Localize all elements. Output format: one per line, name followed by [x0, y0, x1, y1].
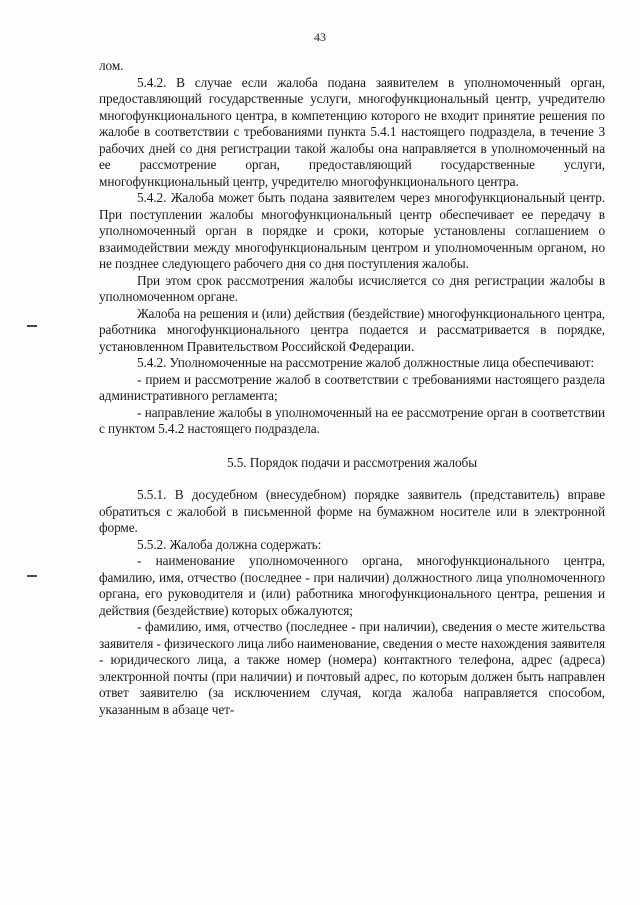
paragraph-5-4-2-a: 5.4.2. В случае если жалоба подана заявителем в уполномоченный орган, предоставляющий государственные услуги, многофункциональный центр, учредителю многофункционального центра, в компетенцию которого не входит принятие решения по жалобе в соответствии с требованиями пункта 5.4.1 настоящего подраздела, в течение 3 рабочих дней со дня регистрации такой жалобы она направляется в уполномоченный на ее рассмотрение орган, предоставляющий государственные услуги, многофункциональный центр, учредителю многофункционального центра. [99, 74, 605, 189]
list-item: - фамилию, имя, отчество (последнее - при наличии), сведения о месте жительства заявителя - физического лица либо наименование, сведения о месте нахождения заявителя - юридического лица, а также номер (номера) контактного телефона, адрес (адреса) электронной почты (при наличии) и почтовый адрес, по которым должен быть направлен ответ заявителю (за исключением случая, когда жалоба направляется способом, указанным в абзаце чет- [99, 619, 605, 717]
page-number: 43 [314, 30, 326, 44]
margin-mark [27, 575, 37, 577]
paragraph-continuation: лом. [99, 58, 124, 73]
paragraph-5-4-2-c: 5.4.2. Уполномоченные на рассмотрение жалоб должностные лица обеспечивают: [137, 355, 595, 370]
paragraph-5-4-2-b: 5.4.2. Жалоба может быть подана заявителем через многофункциональный центр. При поступлении жалобы многофункциональный центр обеспечивает ее передачу в уполномоченный орган в порядке и сроки, которые установлены соглашением о взаимодействии между многофункциональным центром и уполномоченным органом, но не позднее следующего рабочего дня со дня поступления жалобы. [99, 190, 605, 271]
body-text [99, 58, 605, 718]
paragraph-term: При этом срок рассмотрения жалобы исчисляется со дня регистрации жалобы в уполномоченном органе. [99, 272, 605, 304]
paragraph-5-5-1: 5.5.1. В досудебном (внесудебном) порядке заявитель (представитель) вправе обратиться с жалобой в письменной форме на бумажном носителе или в электронной форме. [99, 487, 605, 535]
margin-mark [27, 325, 37, 327]
section-heading: 5.5. Порядок подачи и рассмотрения жалобы [226, 454, 478, 470]
list-item: - направление жалобы в уполномоченный на ее рассмотрение орган в соответствии с пунктом 5.4.2 настоящего подраздела. [99, 404, 605, 436]
list-item: - прием и рассмотрение жалоб в соответствии с требованиями настоящего раздела административного регламента; [99, 371, 605, 403]
paragraph-5-5-2: 5.5.2. Жалоба должна содержать: [137, 536, 322, 552]
list-item: - наименование уполномоченного органа, многофункционального центра, фамилию, имя, отчество (последнее - при наличии) должностного лица уполномоченного органа, его руководителя и (или) работника многофункционального центра, решения и действия (бездействие) которых обжалуются; [99, 553, 605, 618]
paragraph-mfc-complaint: Жалоба на решения и (или) действия (бездействие) многофункционального центра, работника многофункционального центра подается и рассматривается в порядке, установленном Правительством Российской Федерации. [99, 305, 605, 354]
